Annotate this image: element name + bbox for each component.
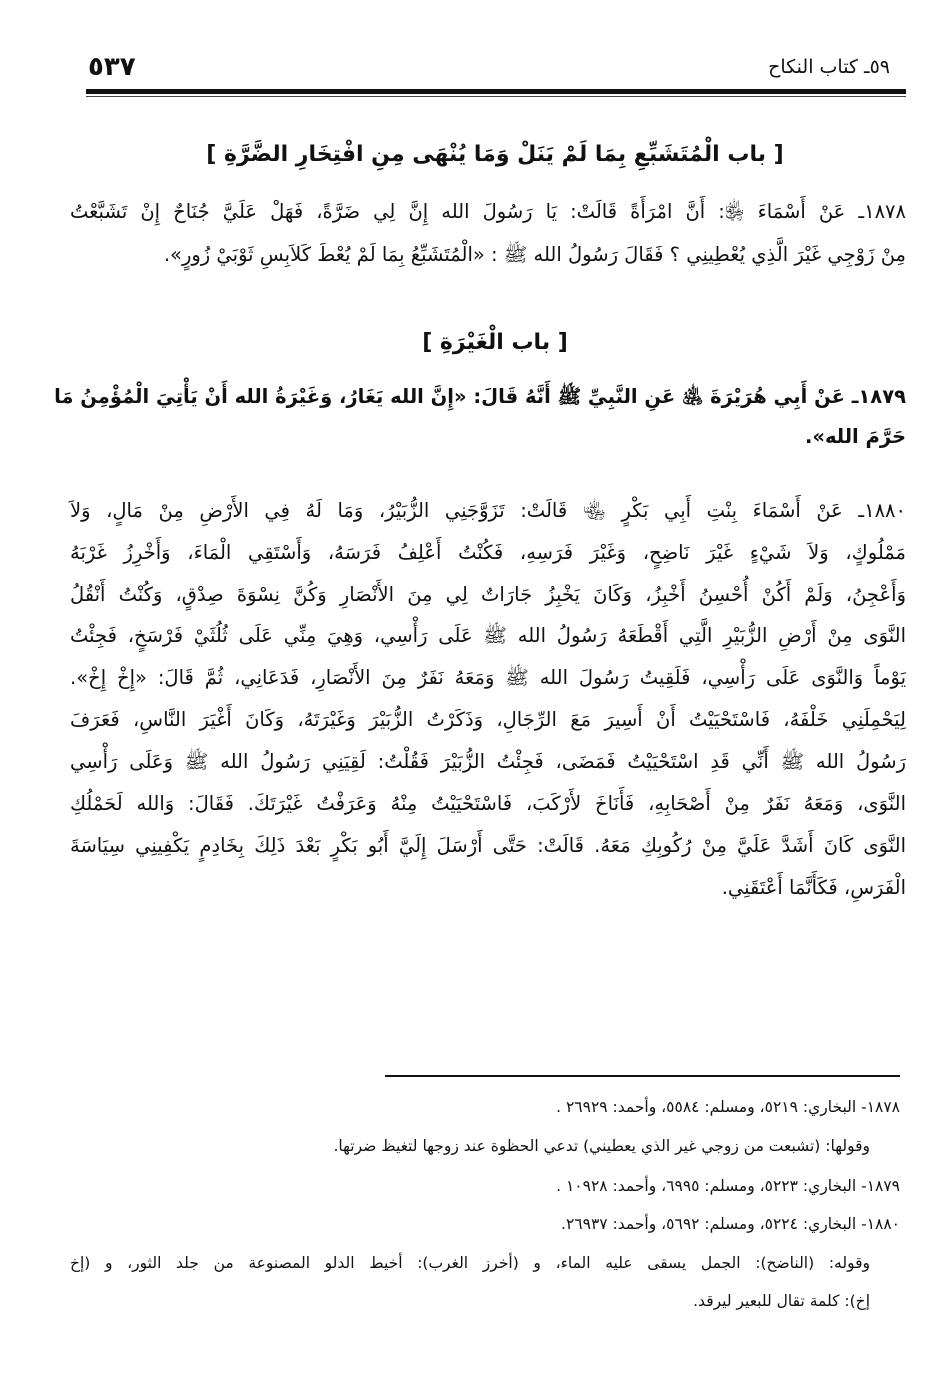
hadith-1880-line: ١٨٨٠ـ عَنْ أَسْمَاءَ بِنْتِ أَبِي بَكْرٍ ﵄ قَالَتْ: تَزَوَّجَنِي الزُّبَيْرُ، وَمَا لَهُ فِي الأَرْضِ مِنْ مَالٍ، وَلاَ xyxy=(70,499,906,522)
footnote-1880-note: وقوله: (الناضح): الجمل يسقى عليه الماء، و (أخرز الغرب): أخيط الدلو المصنوعة من جلد الثور، و (إخ xyxy=(70,1254,870,1272)
footnote-1879: ١٨٧٩- البخاري: ٥٢٢٣، ومسلم: ٦٩٩٥، وأحمد: ١٠٩٢٨ . xyxy=(556,1177,900,1195)
hadith-1880-line: النَّوَى مِنْ أَرْضِ الزُّبَيْرِ الَّتِي أَقْطَعَهُ رَسُولُ الله ﷺ عَلَى رَأْسِي، وَهِيَ مِنِّي عَلَى ثُلُثَيْ فَرْسَخٍ، فَجِئْتُ xyxy=(70,624,906,647)
footnote-1878: ١٨٧٨- البخاري: ٥٢١٩، ومسلم: ٥٥٨٤، وأحمد: ٢٦٩٢٩ . xyxy=(556,1098,900,1116)
hadith-1880-line: الْفَرَسِ، فَكَأَنَّمَا أَعْتَقَنِي. xyxy=(721,876,906,899)
hadith-1878-line: مِنْ زَوْجِي غَيْرَ الَّذِي يُعْطِينِي ؟ فَقَالَ رَسُولُ الله ﷺ : «الْمُتَشَبِّعُ بِمَا لَمْ يُعْطَ كَلاَبِسِ ثَوْبَيْ زُورٍ». xyxy=(163,243,906,266)
hadith-1880-line: يَوْماً وَالنَّوَى عَلَى رَأْسِي، فَلَقِيتُ رَسُولَ الله ﷺ وَمَعَهُ نَفَرٌ مِنَ الأَنْصَارِ، فَدَعَانِي، ثُمَّ قَالَ: «إِخْ إِخْ». xyxy=(70,666,906,689)
footnote-1878-note: وقولها: (تشبعت من زوجي غير الذي يعطيني) تدعي الحظوة عند زوجها لتغيظ ضرتها. xyxy=(333,1137,870,1155)
hadith-1880-line: رَسُولُ الله ﷺ أَنِّي قَدِ اسْتَحْيَيْتُ فَمَضَى، فَجِئْتُ الزُّبَيْرَ فَقُلْتُ: لَقِيَنِي رَسُولُ الله ﷺ وَعَلَى رَأْسِي xyxy=(70,750,906,773)
chapter-title-mutashabbi: [ باب الْمُتَشَبِّعِ بِمَا لَمْ يَنَلْ وَمَا يُنْهَى مِنِ افْتِخَارِ الضَّرَّةِ ] xyxy=(206,142,784,167)
hadith-1879-line: حَرَّمَ الله». xyxy=(804,425,906,448)
footnote-1880-note-cont: إخ): كلمة تقال للبعير ليرقد. xyxy=(693,1292,870,1310)
hadith-1879-line: ١٨٧٩ـ عَنْ أَبِي هُرَيْرَةَ ﵁ عَنِ النَّبِيِّ ﷺ أَنَّهُ قَالَ: «إِنَّ الله يَغَارُ، وَغَيْرَةُ الله أَنْ يَأْتِيَ الْمُؤْمِنُ مَا xyxy=(54,385,906,408)
chapter-title-ghayra: [ باب الْغَيْرَةِ ] xyxy=(422,330,568,355)
header-rule-thin xyxy=(86,96,906,97)
hadith-1878-line: ١٨٧٨ـ عَنْ أَسْمَاءَ ﵂: أَنَّ امْرَأَةً قَالَتْ: يَا رَسُولَ الله إِنَّ لِي ضَرَّةً، فَهَلْ عَلَيَّ جُنَاحٌ إِنْ تَشَبَّعْتُ xyxy=(70,200,906,223)
header-rule xyxy=(86,89,906,94)
hadith-1880-line: لِيَحْمِلَنِي خَلْفَهُ، فَاسْتَحْيَيْتُ أَنْ أَسِيرَ مَعَ الرِّجَالِ، وَذَكَرْتُ الزُّبَيْرَ وَغَيْرَتَهُ، وَكَانَ أَغْيَرَ النَّاسِ، فَعَرَفَ xyxy=(70,708,906,731)
footnote-1880: ١٨٨٠- البخاري: ٥٢٢٤، ومسلم: ٥٦٩٢، وأحمد: ٢٦٩٣٧. xyxy=(561,1215,900,1233)
running-header-chapter: ٥٩ـ كتاب النكاح xyxy=(768,56,890,78)
hadith-1880-line: النَّوَى، وَمَعَهُ نَفَرٌ مِنْ أَصْحَابِهِ، فَأَنَاخَ لأَرْكَبَ، فَاسْتَحْيَيْتُ مِنْهُ وَعَرَفْتُ غَيْرَتَكَ. فَقَالَ: وَالله لَحَمْلُكِ xyxy=(70,792,906,815)
hadith-1880-line: مَمْلُوكٍ، وَلاَ شَيْءٍ غَيْرَ نَاضِحٍ، وَغَيْرَ فَرَسِهِ، فَكُنْتُ أَعْلِفُ فَرَسَهُ، وَأَسْتَقِي الْمَاءَ، وَأَخْرِزُ غَرْبَهُ xyxy=(70,541,906,564)
hadith-1880-line: النَّوَى كَانَ أَشَدَّ عَلَيَّ مِنْ رُكُوبِكِ مَعَهُ. قَالَتْ: حَتَّى أَرْسَلَ إِلَيَّ أَبُو بَكْرٍ بَعْدَ ذَلِكَ بِخَادِمٍ يَكْفِينِي سِيَاسَةَ xyxy=(70,834,906,857)
page-number: ٥٣٧ xyxy=(88,52,136,82)
hadith-1880-line: وَأَعْجِنُ، وَلَمْ أَكُنْ أُحْسِنُ أَخْبِزُ، وَكَانَ يَخْبِزُ جَارَاتٌ لِي مِنَ الأَنْصَارِ وَكُنَّ نِسْوَةَ صِدْقٍ، وَكُنْتُ أَنْقُلُ xyxy=(70,583,906,606)
footnote-rule xyxy=(385,1075,900,1077)
